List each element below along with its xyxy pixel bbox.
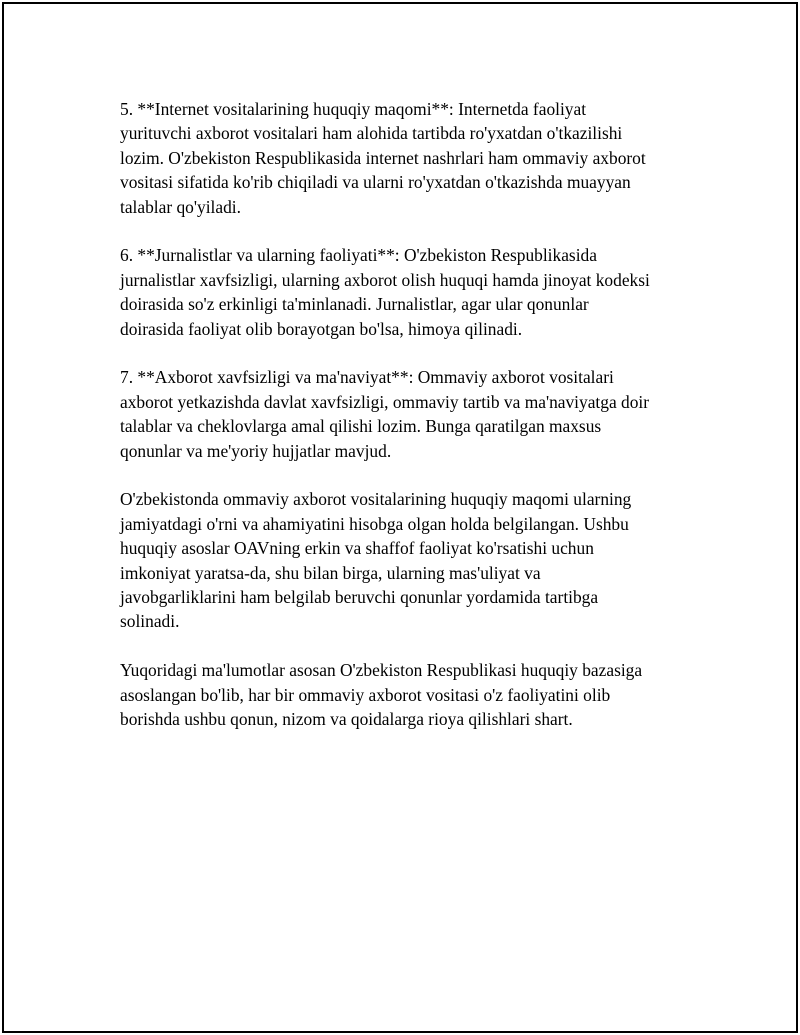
text-line: imkoniyat yaratsa-da, shu bilan birga, ularning mas'uliyat va <box>120 562 541 583</box>
document-body <box>120 97 710 756</box>
paragraph-information-security <box>120 365 710 463</box>
text-line: solinadi. <box>120 611 180 632</box>
paragraph-journalists-activity <box>120 243 710 341</box>
text-line: jurnalistlar xavfsizligi, ularning axborot olish huquqi hamda jinoyat kodeksi <box>120 269 650 290</box>
text-line: doirasida so'z erkinligi ta'minlanadi. Jurnalistlar, agar ular qonunlar <box>120 294 589 315</box>
document-page <box>2 2 798 1033</box>
text-line: jamiyatdagi o'rni va ahamiyatini hisobga olgan holda belgilangan. Ushbu <box>120 513 629 534</box>
paragraph-conclusion <box>120 658 710 731</box>
text-line: borishda ushbu qonun, nizom va qoidalarga rioya qilishlari shart. <box>120 709 573 730</box>
text-line: 5. **Internet vositalarining huquqiy maqomi**: Internetda faoliyat <box>120 99 587 119</box>
text-line: yurituvchi axborot vositalari ham alohida tartibda ro'yxatdan o'tkazilishi <box>120 123 623 144</box>
text-line: lozim. O'zbekiston Respublikasida internet nashrlari ham ommaviy axborot <box>120 147 646 168</box>
text-line: Yuqoridagi ma'lumotlar asosan O'zbekiston Respublikasi huquqiy bazasiga <box>120 660 643 681</box>
text-line: 6. **Jurnalistlar va ularning faoliyati**: O'zbekiston Respublikasida <box>120 245 597 266</box>
text-line: axborot yetkazishda davlat xavfsizligi, ommaviy tartib va ma'naviyatga doir <box>120 391 650 412</box>
text-line: talablar qo'yiladi. <box>120 196 241 217</box>
text-line: huquqiy asoslar OAVning erkin va shaffof faoliyat ko'rsatishi uchun <box>120 538 594 559</box>
text-line: qonunlar va me'yoriy hujjatlar mavjud. <box>120 440 392 461</box>
paragraph-internet-media-status <box>120 97 710 219</box>
paragraph-legal-status-summary <box>120 487 710 633</box>
text-line: doirasida faoliyat olib borayotgan bo'lsa, himoya qilinadi. <box>120 318 523 339</box>
text-line: asoslangan bo'lib, har bir ommaviy axborot vositasi o'z faoliyatini olib <box>120 684 611 705</box>
text-line: 7. **Axborot xavfsizligi va ma'naviyat**: Ommaviy axborot vositalari <box>120 367 614 388</box>
text-line: talablar va cheklovlarga amal qilishi lozim. Bunga qaratilgan maxsus <box>120 416 602 437</box>
text-line: O'zbekistonda ommaviy axborot vositalarining huquqiy maqomi ularning <box>120 489 632 510</box>
text-line: vositasi sifatida ko'rib chiqiladi va ularni ro'yxatdan o'tkazishda muayyan <box>120 172 631 193</box>
text-line: javobgarliklarini ham belgilab beruvchi qonunlar yordamida tartibga <box>120 587 599 608</box>
